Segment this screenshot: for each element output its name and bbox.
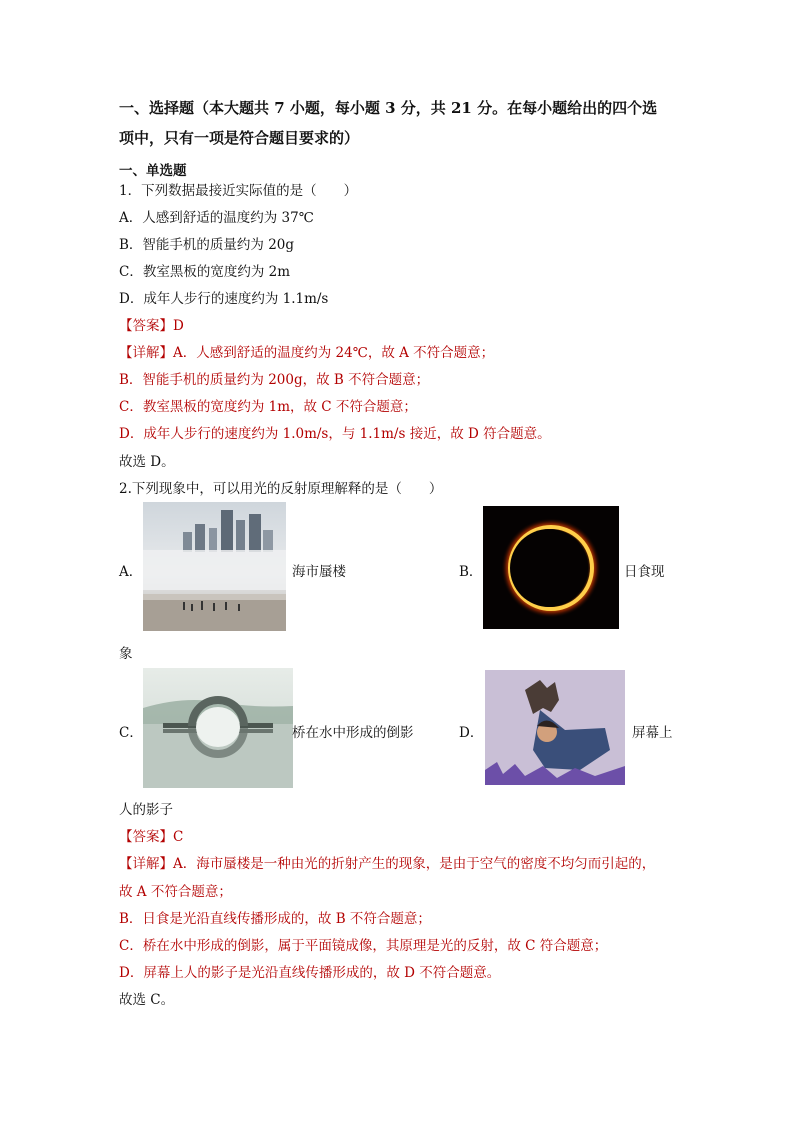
- q1-answer-label: 【答案】: [119, 318, 173, 334]
- q2-option-b-text: 日食现: [624, 564, 665, 580]
- q2-option-a-text: 海市蜃楼: [292, 564, 346, 580]
- q2-detail-label: 【详解】: [119, 856, 173, 872]
- q1-option-d: D．成年人步行的速度约为 1.1m/s: [119, 291, 329, 307]
- q2-answer-label: 【答案】: [119, 829, 173, 845]
- q2-detail-d: D．屏幕上人的影子是光沿直线传播形成的，故 D 不符合题意。: [119, 965, 501, 981]
- section-heading-line1: 一、选择题（本大题共 7 小题，每小题 3 分，共 21 分。在每小题给出的四个选: [119, 99, 658, 117]
- q2-option-b-wrap: 象: [119, 646, 133, 662]
- solar-eclipse-photo: [483, 506, 619, 629]
- q1-answer: [119, 314, 184, 334]
- q2-stem: 2.下列现象中，可以用光的反射原理解释的是（ ）: [119, 481, 443, 497]
- q2-option-d-wrap: 人的影子: [119, 802, 173, 818]
- q2-option-d-letter: D．: [459, 725, 484, 741]
- q1-detail-c: C．教室黑板的宽度约为 1m，故 C 不符合题意；: [119, 399, 417, 415]
- bridge-reflection-photo: [143, 668, 293, 788]
- mirage-photo: [143, 502, 286, 631]
- q1-option-a: A．人感到舒适的温度约为 37℃: [119, 210, 314, 226]
- q1-conclusion: 故选 D。: [119, 454, 175, 470]
- q1-detail-d: D．成年人步行的速度约为 1.0m/s，与 1.1m/s 接近，故 D 符合题意。: [119, 426, 551, 442]
- q1-detail-text-a: A．人感到舒适的温度约为 24℃，故 A 不符合题意；: [173, 345, 495, 361]
- q2-answer: [119, 825, 183, 845]
- q1-detail-b: B．智能手机的质量约为 200g，故 B 不符合题意；: [119, 372, 430, 388]
- q2-answer-value: C: [173, 829, 184, 845]
- q2-conclusion: 故选 C。: [119, 992, 175, 1008]
- q2-option-c-letter: C．: [119, 725, 143, 741]
- q1-answer-value: D: [173, 318, 184, 334]
- q1-stem: 1．下列数据最接近实际值的是（ ）: [119, 183, 358, 199]
- q1-option-b: B．智能手机的质量约为 20g: [119, 237, 295, 253]
- section-heading-line2: 项中，只有一项是符合题目要求的）: [119, 129, 360, 147]
- q2-detail-a-cont: 故 A 不符合题意；: [119, 884, 232, 900]
- q2-option-b-letter: B．: [459, 564, 483, 580]
- q1-option-c: C．教室黑板的宽度约为 2m: [119, 264, 291, 280]
- q1-detail-label: 【详解】: [119, 345, 173, 361]
- q2-detail-a: [119, 852, 655, 872]
- q2-option-d-text: 屏幕上: [632, 725, 673, 741]
- q2-detail-text-a: A．海市蜃楼是一种由光的折射产生的现象，是由于空气的密度不均匀而引起的，: [173, 856, 656, 872]
- q2-option-c-text: 桥在水中形成的倒影: [292, 725, 414, 741]
- shadow-puppet-photo: [485, 670, 625, 785]
- q1-detail-a: [119, 341, 494, 361]
- q2-option-a-letter: A．: [119, 564, 143, 580]
- q2-detail-b: B．日食是光沿直线传播形成的，故 B 不符合题意；: [119, 911, 431, 927]
- q2-detail-c: C．桥在水中形成的倒影，属于平面镜成像，其原理是光的反射，故 C 符合题意；: [119, 938, 608, 954]
- subheading: 一、单选题: [119, 163, 187, 179]
